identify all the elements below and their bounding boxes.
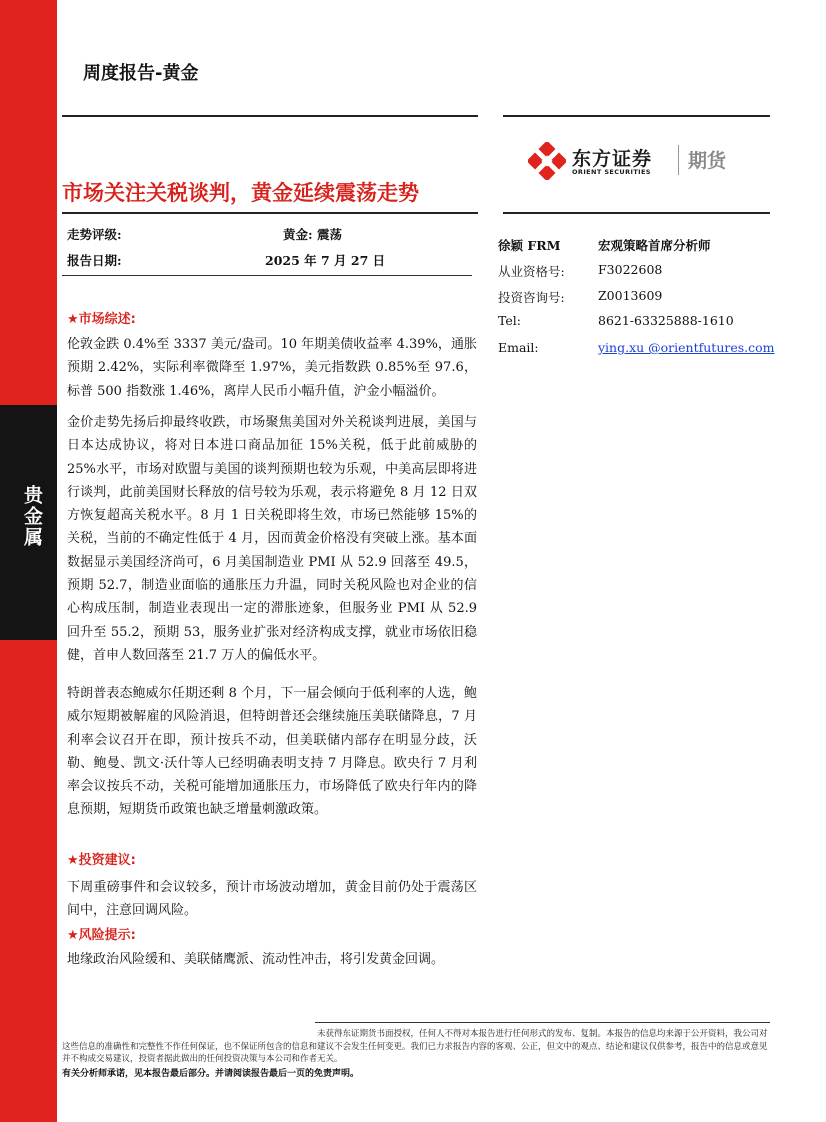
rating-value: 黄金: 震荡 xyxy=(283,227,342,242)
analyst-title-row xyxy=(598,236,711,254)
analyst-consult-label: 投资咨询号: xyxy=(498,290,565,305)
analyst-name: 徐颖 FRM xyxy=(498,238,561,253)
report-headline: 市场关注关税谈判，黄金延续震荡走势 xyxy=(62,181,419,205)
logo-futures-label: 期货 xyxy=(688,150,727,172)
meta-rule xyxy=(62,275,472,276)
risk-paragraph: 地缘政治风险缓和、美联储鹰派、流动性冲击，将引发黄金回调。 xyxy=(67,952,445,967)
header-rule-right xyxy=(503,115,770,117)
rating-label: 走势评级: xyxy=(67,227,122,242)
analyst-email-label: Email: xyxy=(498,340,539,355)
headline-rule-left xyxy=(62,212,478,214)
analyst-email-row xyxy=(598,340,775,355)
logo-divider xyxy=(678,145,679,175)
footer-disclaimer: 未获得东证期货书面授权，任何人不得对本报告进行任何形式的发布、复制。本报告的信息均来源于公开资料，我公司对这些信息的准确性和完整性不作任何保证，也不保证所包含的信息和建议不会发生任何变更。我们已力求报告内容的客观、公正，但文中的观点、结论和建议仅供参考，报告中的信息或意见并不构成交易建议，投资者据此做出的任何投资决策与本公司和作者无关。 xyxy=(62,1029,768,1064)
analyst-tel-value: 8621-63325888-1610 xyxy=(598,313,734,328)
logo-chinese-name: 东方证券 xyxy=(572,148,653,170)
analyst-title: 宏观策略首席分析师 xyxy=(598,238,711,253)
logo-mark-icon xyxy=(528,142,566,180)
date-label: 报告日期: xyxy=(67,253,122,268)
header-rule-left xyxy=(62,115,478,117)
report-type-title: 周度报告-黄金 xyxy=(83,63,199,84)
analyst-consult-value: Z0013609 xyxy=(598,288,663,303)
footer-rule xyxy=(315,1022,770,1023)
footer-analyst-note: 有关分析师承诺，见本报告最后部分。并请阅读报告最后一页的免责声明。 xyxy=(62,1069,360,1079)
analyst-cert-value: F3022608 xyxy=(598,262,663,277)
section-advice-title: ★投资建议: xyxy=(67,853,136,868)
date-value: 2025 年 7 月 27 日 xyxy=(265,253,386,268)
market-paragraph-1: 伦敦金跌 0.4%至 3337 美元/盎司。10 年期美债收益率 4.39%，通胀预期 2.42%，实际利率微降至 1.97%，美元指数跌 0.85%至 97.6，标普 500 指数涨 1.46%，离岸人民币小幅升值，沪金小幅溢价。 xyxy=(67,337,477,399)
analyst-header xyxy=(498,236,560,254)
analyst-cert-label: 从业资格号: xyxy=(498,264,565,279)
market-paragraph-3: 特朗普表态鲍威尔任期还剩 8 个月，下一届会倾向于低利率的人选，鲍威尔短期被解雇的风险消退，但特朗普还会继续施压美联储降息，7 月利率会议召开在即，预计按兵不动，但美联储内部存在明显分歧，沃勒、鲍曼、凯文·沃什等人已经明确表明支持 7 月降息。欧央行 7 月利率会议按兵不动，关税可能增加通胀压力，市场降低了欧央行年内的降息预期，短期货币政策也缺乏增量刺激政策。 xyxy=(67,686,477,818)
sidebar-category-label: 贵金属 xyxy=(21,485,43,548)
analyst-email-link[interactable]: ying.xu @orientfutures.com xyxy=(598,340,775,355)
headline-rule-right xyxy=(503,212,770,214)
section-market-title: ★市场综述: xyxy=(67,312,136,327)
company-logo xyxy=(528,142,738,180)
logo-english-name: ORIENT SECURITIES xyxy=(572,168,651,176)
section-risk-title: ★风险提示: xyxy=(67,928,136,943)
market-paragraph-2: 金价走势先扬后抑最终收跌，市场聚焦美国对外关税谈判进展，美国与日本达成协议，将对日本进口商品加征 15%关税，低于此前威胁的 25%水平，市场对欧盟与美国的谈判预期也较为乐观，中美高层即将进行谈判，此前美国财长释放的信号较为乐观，表示将避免 8 月 12 日双方恢复超高关税水平。8 月 1 日关税即将生效，市场已然能够 15%的关税，当前的不确定性低于 4 月，因而黄金价格没有突破上涨。基本面数据显示美国经济尚可，6 月美国制造业 PMI 从 52.9 回落至 49.5，预期 52.7，制造业面临的通胀压力升温，同时关税风险也对企业的信心构成压制，制造业表现出一定的滞胀迹象，但服务业 PMI 从 52.9 回升至 55.2，预期 53，服务业扩张对经济构成支撑，就业市场依旧稳健，首申人数回落至 21.7 万人的偏低水平。 xyxy=(67,415,477,663)
analyst-tel-label: Tel: xyxy=(498,313,521,328)
advice-paragraph: 下周重磅事件和会议较多，预计市场波动增加，黄金目前仍处于震荡区间中，注意回调风险。 xyxy=(67,880,477,919)
